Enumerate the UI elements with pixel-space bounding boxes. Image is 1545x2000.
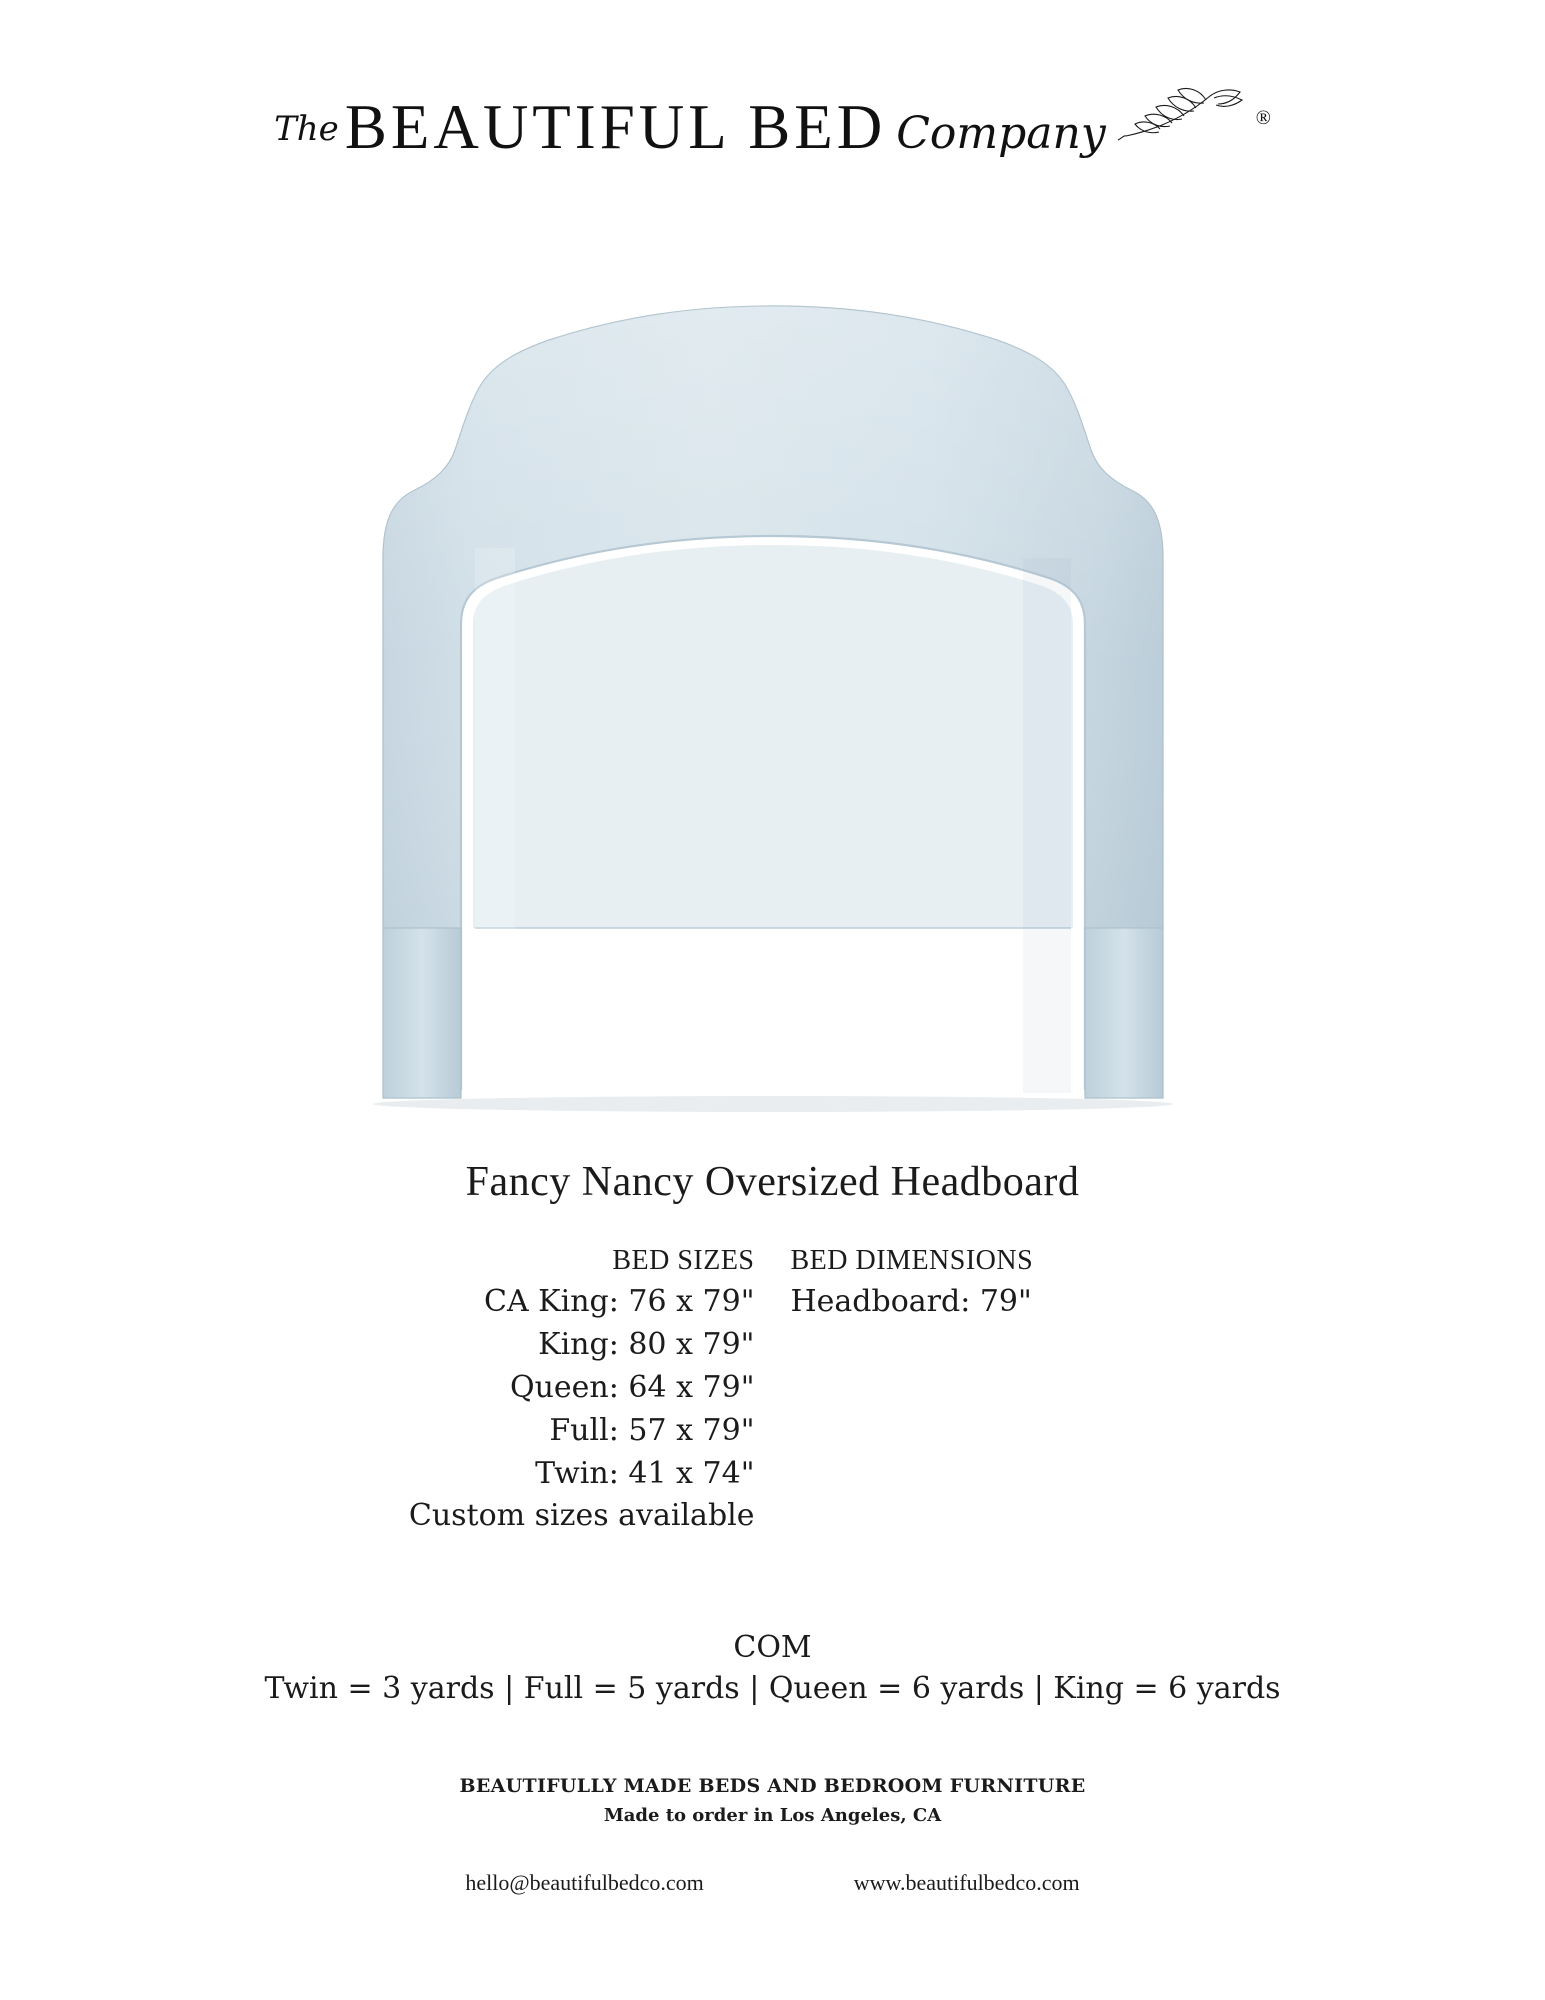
brand-name: BEAUTIFUL BED bbox=[344, 92, 887, 162]
bed-dimensions-column bbox=[773, 1245, 1211, 1324]
com-section bbox=[0, 1630, 1545, 1706]
footer-website[interactable]: www.beautifulbedco.com bbox=[853, 1870, 1080, 1895]
bed-sizes-column bbox=[335, 1245, 773, 1538]
footer-email[interactable]: hello@beautifulbedco.com bbox=[465, 1870, 704, 1895]
registered-mark: ® bbox=[1255, 107, 1271, 129]
feather-icon bbox=[1114, 78, 1254, 153]
brand-logo bbox=[0, 78, 1545, 164]
headboard-illustration bbox=[323, 228, 1223, 1128]
footer-tagline: BEAUTIFULLY MADE BEDS AND BEDROOM FURNITURE bbox=[459, 1775, 1086, 1797]
com-yardage: Twin = 3 yards | Full = 5 yards | Queen = 6 yards | King = 6 yards bbox=[264, 1671, 1281, 1706]
bed-size-item: Queen: 64 x 79" bbox=[509, 1369, 755, 1405]
bed-size-item: Twin: 41 x 74" bbox=[535, 1455, 755, 1491]
footer-contact bbox=[0, 1870, 1545, 1896]
bed-dimensions-heading: BED DIMENSIONS bbox=[790, 1245, 1034, 1276]
brand-company: Company bbox=[896, 108, 1106, 159]
bed-size-item: CA King: 76 x 79" bbox=[484, 1284, 755, 1319]
product-image bbox=[0, 228, 1545, 1148]
bed-size-item: Full: 57 x 79" bbox=[549, 1412, 755, 1448]
footer-made-in: Made to order in Los Angeles, CA bbox=[603, 1805, 942, 1826]
page-title: Fancy Nancy Oversized Headboard bbox=[465, 1159, 1080, 1205]
specifications bbox=[0, 1245, 1545, 1538]
brand-the: The bbox=[274, 109, 339, 149]
com-heading: COM bbox=[733, 1630, 812, 1665]
bed-size-item: Custom sizes available bbox=[408, 1498, 755, 1534]
bed-dimension-item: Headboard: 79" bbox=[790, 1284, 1032, 1319]
bed-size-item: King: 80 x 79" bbox=[538, 1326, 755, 1362]
bed-sizes-heading: BED SIZES bbox=[612, 1245, 755, 1276]
footer bbox=[0, 1775, 1545, 1896]
